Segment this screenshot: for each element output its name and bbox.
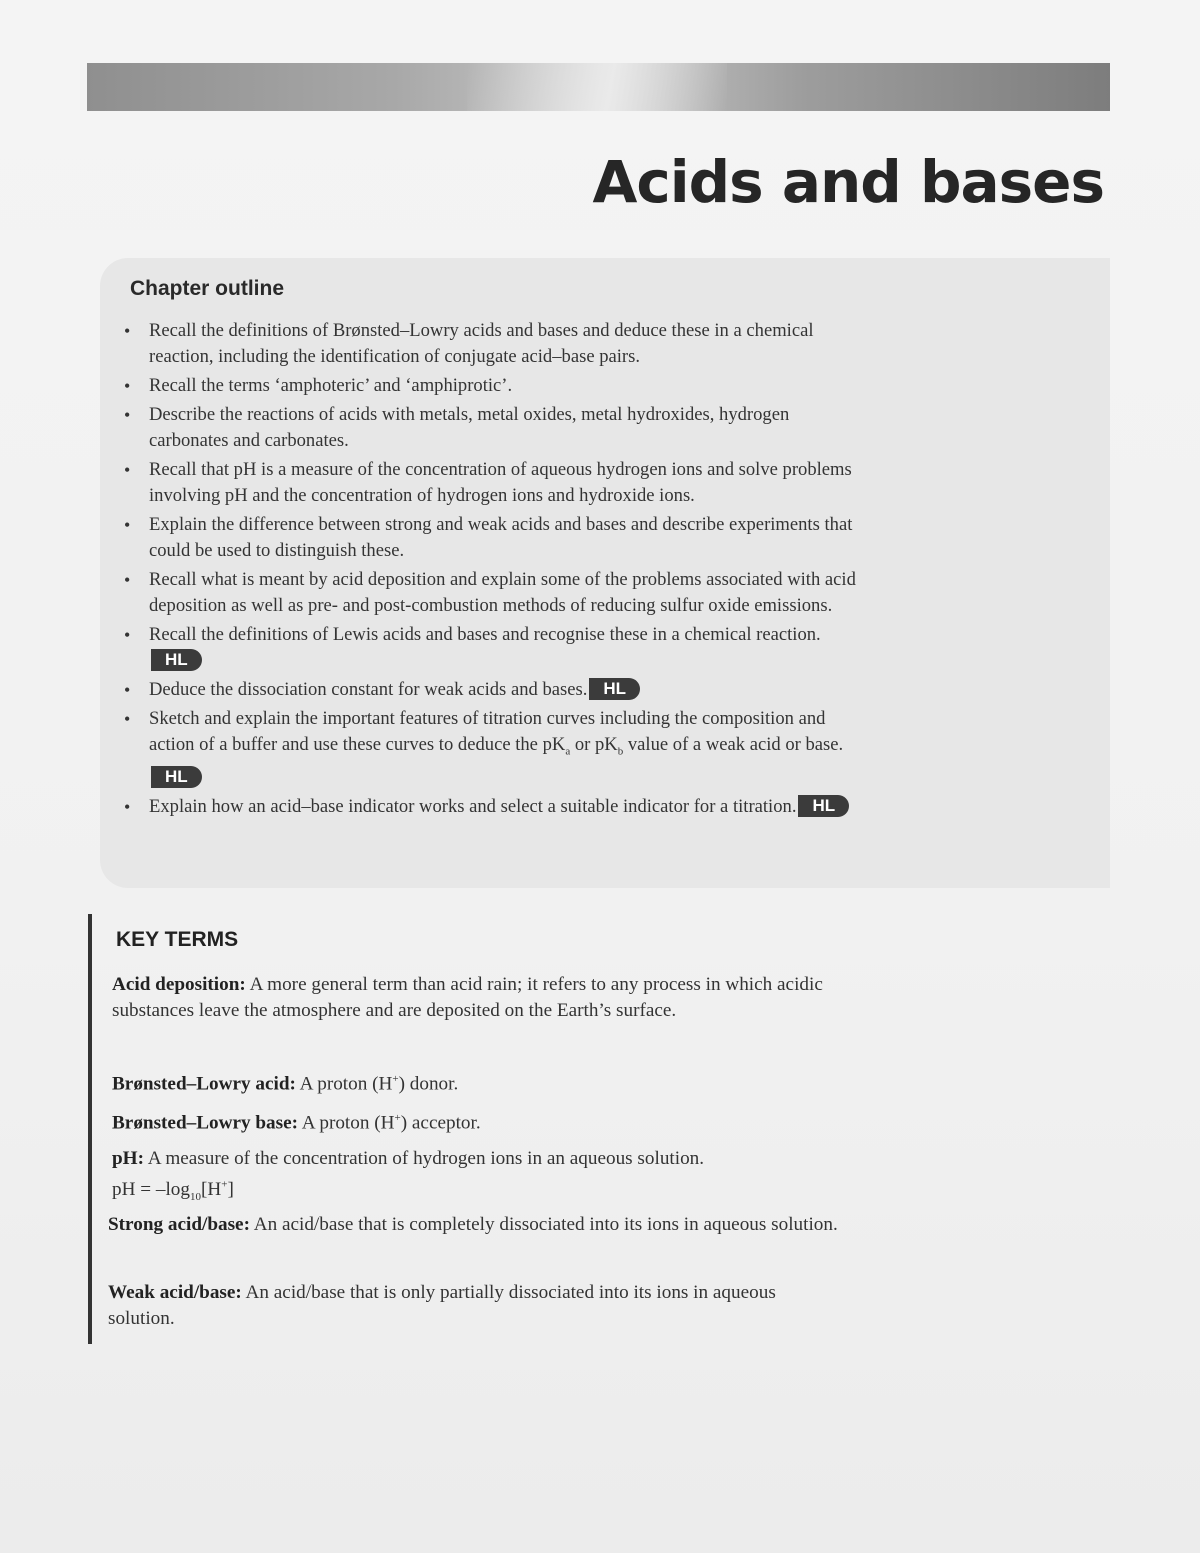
chapter-header-band bbox=[87, 63, 1110, 111]
hl-badge: HL bbox=[151, 649, 202, 671]
outline-item: • Explain the difference between strong and weak acids and bases and describe experiments that could be used to distinguish these. bbox=[124, 514, 853, 561]
hl-badge: HL bbox=[798, 795, 849, 817]
bullet-icon: • bbox=[124, 460, 131, 480]
key-term-strong-acid-base: Strong acid/base: An acid/base that is completely dissociated into its ions in aqueous solution. bbox=[108, 1214, 838, 1235]
outline-item: • Recall the definitions of Brønsted–Lowry acids and bases and deduce these in a chemical reaction, including the identification of conjugate acid–base pairs. bbox=[124, 320, 814, 367]
bullet-icon: • bbox=[124, 625, 131, 645]
outline-item: • Explain how an acid–base indicator works and select a suitable indicator for a titration. HL bbox=[122, 794, 867, 820]
key-term-weak-acid-base: Weak acid/base: An acid/base that is only partially dissociated into its ions in aqueous solution. bbox=[108, 1282, 776, 1329]
key-term-ph: pH: A measure of the concentration of hydrogen ions in an aqueous solution. pH = $-\log_{10}[H^+]$ bbox=[112, 1148, 705, 1204]
bullet-icon: • bbox=[124, 321, 131, 341]
bullet-icon: • bbox=[124, 796, 131, 817]
key-term-bronsted-lowry-base: Brønsted–Lowry base: A proton (H+) acceptor. bbox=[112, 1112, 481, 1134]
ph-formula: pH = $-\log_{10}[H^+]$ bbox=[112, 1179, 234, 1204]
chapter-outline-heading: Chapter outline bbox=[130, 277, 285, 300]
bullet-icon: • bbox=[124, 515, 131, 535]
key-terms-heading: KEY TERMS bbox=[116, 928, 239, 951]
outline-item: • Deduce the dissociation constant for weak acids and bases. HL bbox=[122, 677, 867, 703]
outline-item: • Recall what is meant by acid deposition and explain some of the problems associated with acid deposition as well as pre- and post-combustion methods of reducing sulfur oxide emissions. bbox=[124, 569, 856, 616]
bullet-icon: • bbox=[124, 405, 131, 425]
bullet-icon: • bbox=[124, 570, 131, 590]
hl-badge: HL bbox=[151, 766, 202, 788]
key-term-acid-deposition: Acid deposition: A more general term than acid rain; it refers to any process in which acidic substances leave the atmosphere and are deposited on the Earth’s surface. bbox=[112, 974, 823, 1021]
key-term-bronsted-lowry-acid: Brønsted–Lowry acid: A proton (H+) donor. bbox=[112, 1073, 459, 1095]
outline-item: • Recall that pH is a measure of the concentration of aqueous hydrogen ions and solve problems involving pH and the concentration of hydrogen ions and hydroxide ions. bbox=[124, 459, 852, 506]
outline-item: • Describe the reactions of acids with metals, metal oxides, metal hydroxides, hydrogen carbonates and carbonates. bbox=[124, 404, 790, 451]
outline-item: • Sketch and explain the important features of titration curves including the composition and action of a buffer and use these curves to deduce the $pK_a$ or $pK_b$ value of a weak acid or base.HL bbox=[124, 708, 844, 786]
hl-badge: HL bbox=[589, 678, 640, 700]
bullet-icon: • bbox=[124, 709, 131, 729]
bullet-icon: • bbox=[124, 680, 131, 700]
bullet-icon: • bbox=[124, 376, 131, 396]
chapter-outline-list bbox=[122, 318, 867, 823]
chapter-title: Acids and bases bbox=[592, 148, 1104, 216]
outline-item: • Recall the terms ‘amphoteric’ and ‘amphiprotic’. bbox=[122, 373, 867, 399]
outline-item: • Recall the definitions of Lewis acids and bases and recognise these in a chemical reaction.HL bbox=[124, 624, 821, 669]
